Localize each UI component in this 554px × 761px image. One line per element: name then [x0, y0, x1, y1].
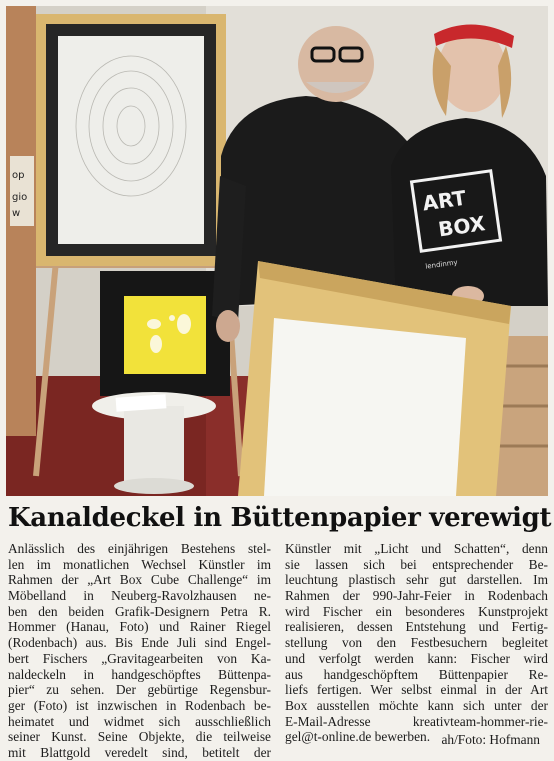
text-line: heimatet und widmet sich ausschließlich — [8, 713, 271, 729]
framed-artwork-top — [36, 14, 226, 266]
shirt-text-art: ART — [420, 185, 468, 216]
poster-scrap-left — [10, 156, 34, 226]
text-line: len im monatlichen Wechsel Künstler im — [8, 556, 271, 572]
shirt-text-box: BOX — [436, 211, 487, 242]
text-line: leuchtung plastisch sehr gut darstellen. Im — [285, 572, 548, 588]
svg-text:gio: gio — [12, 192, 28, 203]
text-line: Künstler mit „Licht und Schatten“, denn — [285, 541, 548, 556]
text-line: (Rodenbach) aus. Bis Ende Juli sind Engel- — [8, 635, 271, 651]
text-line: Hommer (Hanau, Foto) und Rainer Riegel — [8, 619, 271, 635]
text-line: ben den beiden Grafik-Designern Petra R. — [8, 603, 271, 619]
text-line: sie lassen sich bei entsprechender Be- — [285, 556, 548, 572]
text-line: Box ausstellen möchte kann sich unter der — [285, 697, 548, 713]
article-column-left — [8, 541, 271, 761]
text-line: mit Blattgold veredelt sind, betitelt der — [8, 744, 271, 760]
svg-text:w: w — [12, 208, 21, 219]
photo-credit: ah/Foto: Hofmann — [441, 732, 540, 747]
news-photo — [6, 6, 548, 496]
text-line: naldeckeln in handgeschöpftes Büttenpa- — [8, 666, 271, 682]
text-line: Anlässlich des einjährigen Bestehens stel- — [8, 541, 271, 556]
text-line: stellung von den Festbesuchern begleitet — [285, 635, 548, 651]
article-headline: Kanaldeckel in Büttenpapier verewigt — [8, 503, 552, 533]
text-line: realisieren, dessen Entstehung und Fertig- — [285, 619, 548, 635]
yellow-panel-artwork — [100, 271, 230, 396]
text-line: pier“ zu sehen. Der gebürtige Regensbur- — [8, 682, 271, 698]
text-line: liefs fertigen. Wer selbst einmal in der Art — [285, 682, 548, 698]
text-line: seiner Kunst. Seine Objekte, die teilweise — [8, 729, 271, 745]
text-line: E-Mail-Adresse kreativteam-hommer-rie- — [285, 713, 548, 729]
text-line: aus handgeschöpftem Büttenpapier Re- — [285, 666, 548, 682]
text-line: Rahmen der 990-Jahr-Feier in Rodenbach — [285, 588, 548, 604]
article-column-right — [285, 541, 548, 745]
text-line: Rahmen der „Art Box Cube Challenge“ im — [8, 572, 271, 588]
text-line: und verfolgt werden kann: Fischer wird — [285, 650, 548, 666]
text-line: Möbelland in Neuberg-Ravolzhausen ne- — [8, 588, 271, 604]
text-line: wird Fischer ein besonderes Kunstprojekt — [285, 603, 548, 619]
text-line: ger (Foto) ist inzwischen in Rodenbach be- — [8, 697, 271, 713]
shirt-small-text: lendinmy — [424, 258, 459, 271]
svg-text:op: op — [12, 170, 25, 181]
text-line: gel@t-online.de bewerben. — [285, 729, 431, 745]
text-line: bert Fischers „Gravitagearbeiten von Ka- — [8, 650, 271, 666]
